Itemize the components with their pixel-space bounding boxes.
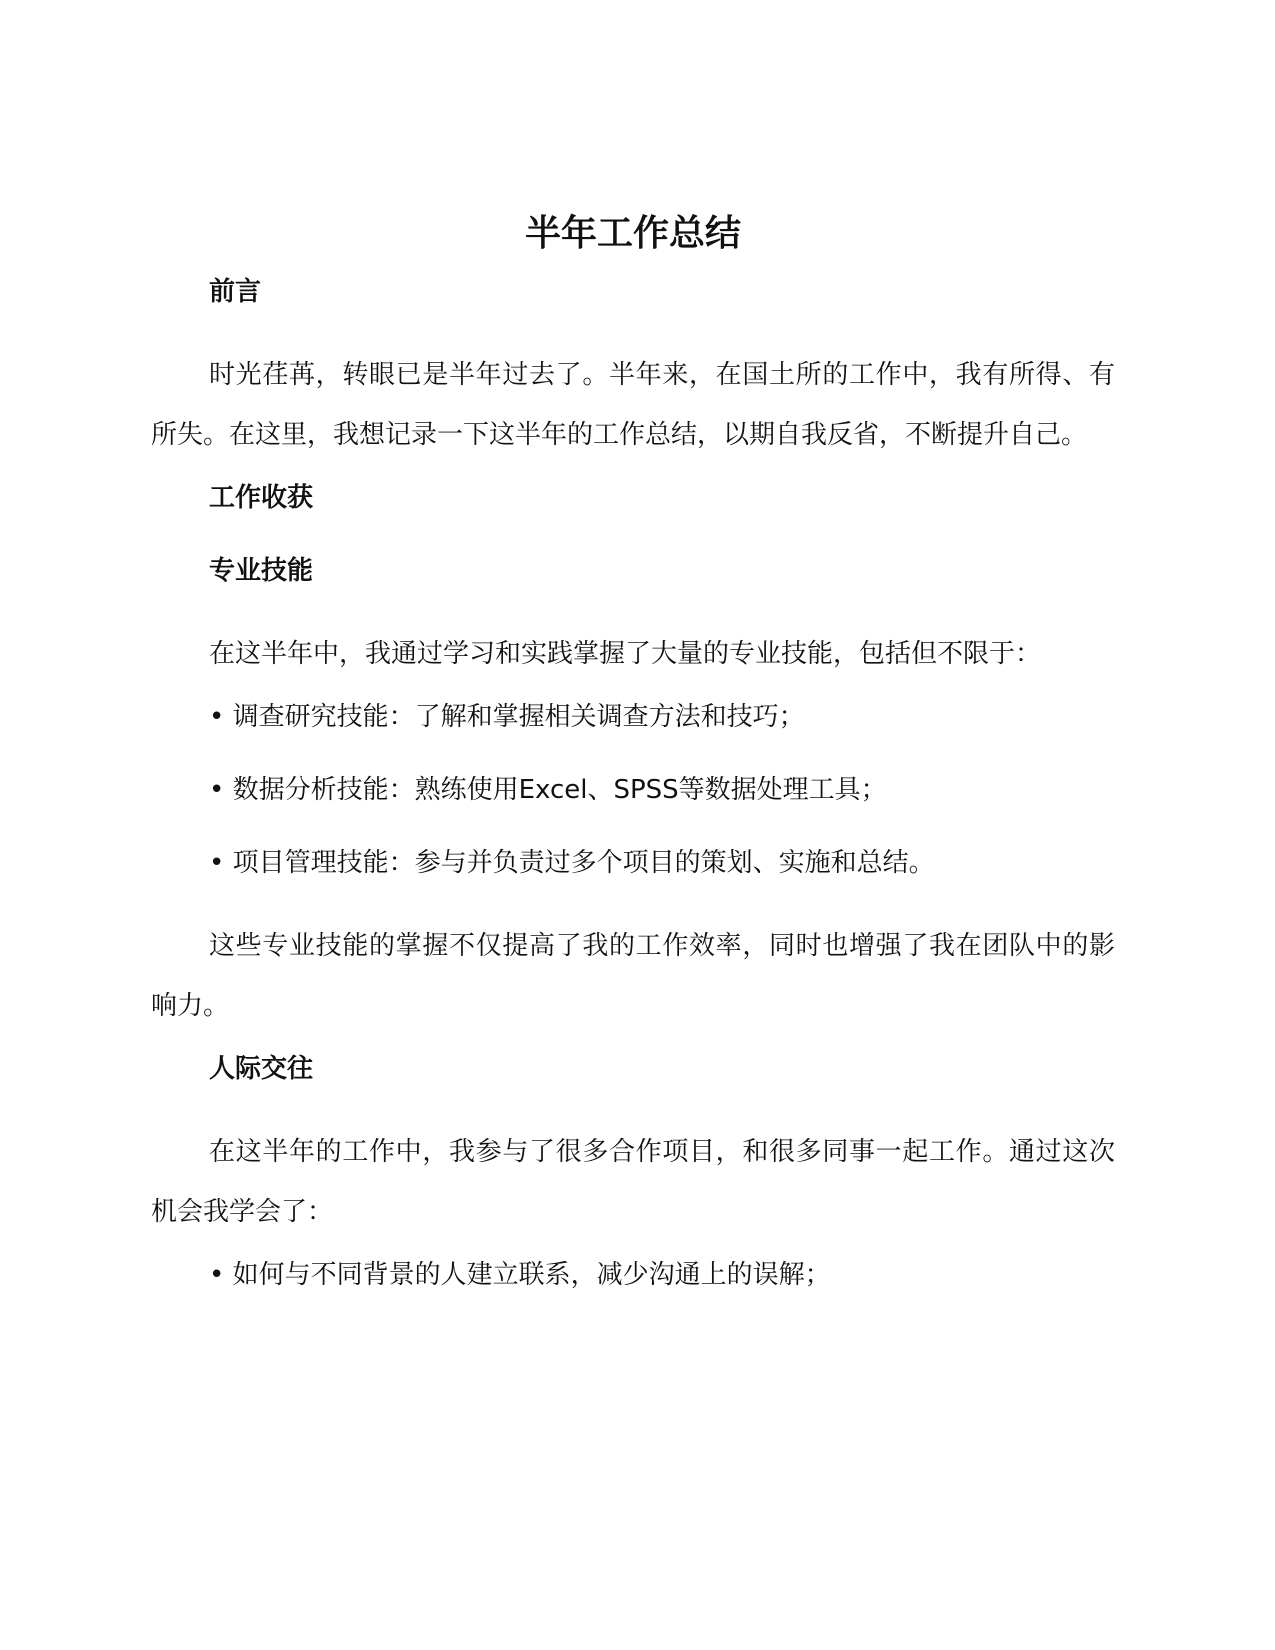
social-heading: 人际交往 (209, 1054, 314, 1084)
social-list-item: • 如何与不同背景的人建立联系，减少沟通上的误解； (209, 1260, 831, 1290)
skills-list-item: • 项目管理技能：参与并负责过多个项目的策划、实施和总结。 (209, 848, 935, 878)
skills-summary-paragraph: 这些专业技能的掌握不仅提高了我的工作效率，同时也增强了我在团队中的影响力。 (151, 931, 1115, 1021)
document-page (151, 0, 1115, 1650)
gains-heading: 工作收获 (209, 483, 314, 513)
skills-heading: 专业技能 (209, 556, 314, 586)
preface-heading: 前言 (209, 277, 262, 307)
social-intro-paragraph: 在这半年的工作中，我参与了很多合作项目，和很多同事一起工作。通过这次机会我学会了： (151, 1137, 1115, 1227)
skills-intro-paragraph: 在这半年中，我通过学习和实践掌握了大量的专业技能，包括但不限于： (209, 639, 1042, 669)
skills-list-item: • 调查研究技能：了解和掌握相关调查方法和技巧； (209, 702, 805, 732)
preface-paragraph: 时光荏苒，转眼已是半年过去了。半年来，在国土所的工作中，我有所得、有所失。在这里，我想记录一下这半年的工作总结，以期自我反省，不断提升自己。 (151, 360, 1115, 450)
skills-list-item: • 数据分析技能：熟练使用Excel、SPSS等数据处理工具； (209, 775, 887, 805)
document-title: 半年工作总结 (524, 213, 741, 254)
document-body (151, 272, 1115, 1328)
